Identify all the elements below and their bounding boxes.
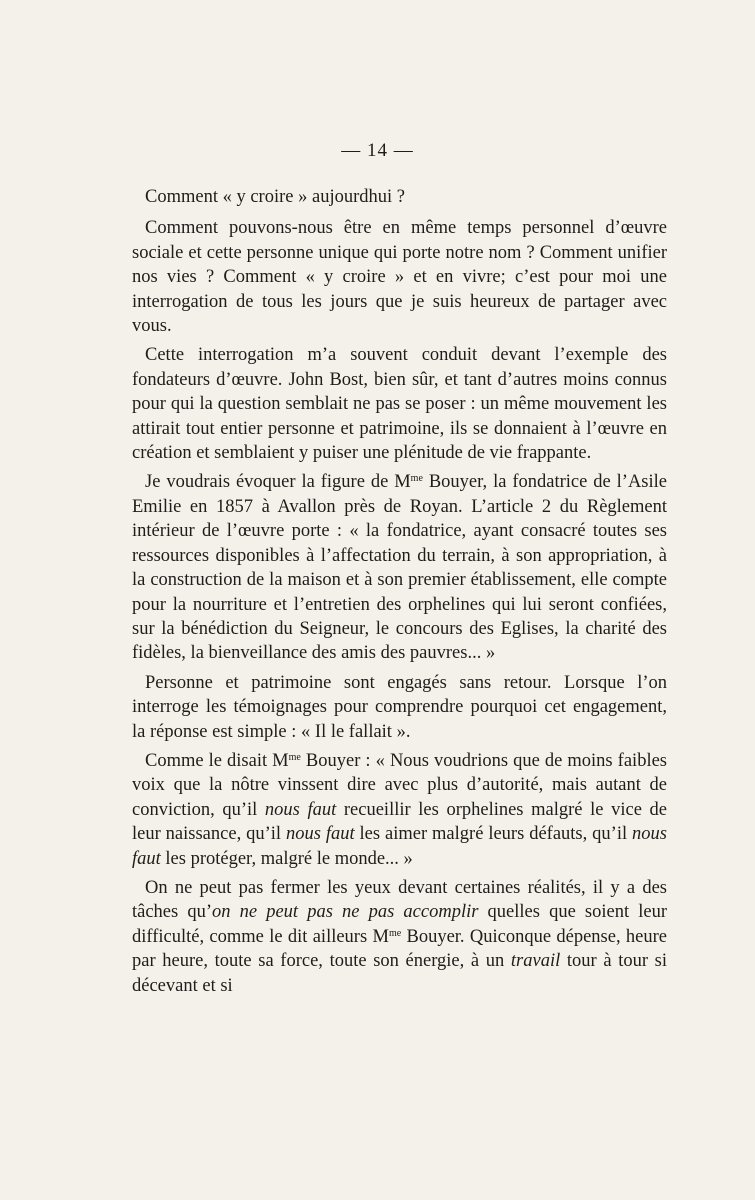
paragraph-7: [132, 876, 667, 998]
text-span: Je voudrais évoquer la figure de M: [145, 472, 411, 493]
text-span: On ne peut pas fermer les yeux devant certaines réalités, il y a des tâches qu’: [132, 877, 667, 923]
italic-text: nous faut: [132, 824, 667, 869]
paragraph-6: [132, 749, 667, 871]
text-span: Comme le disait M: [145, 750, 289, 771]
body-text: [132, 185, 667, 1003]
text-span: Bouyer. Quiconque dépense, heure par heure, toute sa force, toute son énergie, à un: [132, 926, 667, 972]
paragraph-1: Comment « y croire » aujourdhui ?: [145, 187, 405, 207]
italic-text: nous faut: [264, 799, 337, 820]
text-span: Bouyer, la fondatrice de l’Asile Emilie en 1857 à Avallon près de Royan. L’article 2 du Règlement intérieur de l’œuvre porte : « la fondatrice, ayant consacré toutes ses ressources disponibles à l’affectation du terrain, à son appropriation, à la construction de la maison et à son premier établissement, elle compte pour la nourriture et l’entretien des orphelines qui lui seront confiées, sur la bénédiction du Seigneur, le concours des Eglises, la charité des fidèles, la bienveillance des amis des pauvres... »: [132, 472, 667, 664]
text-span: les aimer malgré leurs défauts, qu’il: [354, 824, 633, 845]
page-number: — 14 —: [341, 140, 414, 161]
paragraph-3: Cette interrogation m’a souvent conduit devant l’exemple des fondateurs d’œuvre. John Bost, bien sûr, et tant d’autres moins connus pour qui la question semblait ne pas se poser : un même mouvement les attirait tout entier personne et patrimoine, ils se donnaient à l’œuvre en création et semblaient y puiser une plénitude de vie frappante.: [132, 345, 667, 464]
text-span: recueillir les orphelines malgré le vice de leur naissance, qu’il: [132, 799, 667, 845]
text-span: Bouyer : « Nous voudrions que de moins faibles voix que la nôtre vinssent dire avec plus d’autorité, mais autant de conviction, qu’il: [132, 750, 667, 820]
italic-text: on ne peut pas ne pas accomplir: [212, 902, 479, 923]
paragraph-2: Comment pouvons-nous être en même temps personnel d’œuvre sociale et cette personne unique qui porte notre nom ? Comment unifier nos vies ? Comment « y croire » et en vivre; c’est pour moi une interrogation de tous les jours que je suis heureux de partager avec vous.: [132, 218, 667, 337]
text-span: les protéger, malgré le monde... »: [160, 848, 413, 869]
paragraph-5: Personne et patrimoine sont engagés sans retour. Lorsque l’on interroge les témoignages pour comprendre pourquoi cet engagement, la réponse est simple : « Il le fallait ».: [132, 672, 667, 742]
superscript: me: [288, 751, 301, 763]
italic-text: nous faut: [285, 824, 355, 845]
paragraph-4: [132, 470, 667, 665]
italic-text: travail: [510, 951, 561, 972]
superscript: me: [410, 473, 423, 485]
text-span: quelles que soient leur difficulté, comme le dit ailleurs M: [132, 902, 667, 947]
text-span: tour à tour si décevant et si: [132, 951, 667, 996]
superscript: me: [388, 927, 402, 939]
